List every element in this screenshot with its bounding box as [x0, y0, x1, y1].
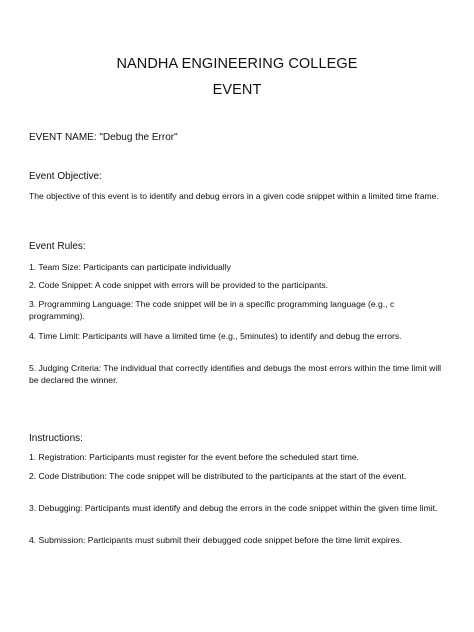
instructions-heading: Instructions: [29, 433, 83, 444]
instruction-item: 4. Submission: Participants must submit their debugged code snippet before the time limit expires. [29, 535, 403, 545]
objective-heading: Event Objective: [29, 171, 102, 182]
instruction-item: 1. Registration: Participants must register for the event before the scheduled start time. [29, 452, 360, 462]
rule-item: 4. Time Limit: Participants will have a limited time (e.g., 5minutes) to identify and debug the errors. [29, 331, 402, 341]
event-name: EVENT NAME: "Debug the Error" [29, 132, 178, 143]
college-title: NANDHA ENGINEERING COLLEGE [116, 56, 358, 72]
rule-item: 1. Team Size: Participants can participate individually [29, 262, 231, 272]
instruction-item: 3. Debugging: Participants must identify and debug the errors in the code snippet within the given time limit. [29, 503, 438, 513]
objective-text: The objective of this event is to identify and debug errors in a given code snippet within a limited time frame. [29, 191, 439, 201]
rule-item: 3. Programming Language: The code snippet will be in a specific programming language (e.g., c programming). [29, 299, 395, 321]
rule-item: 2. Code Snippet: A code snippet with errors will be provided to the participants. [29, 280, 329, 290]
rules-heading: Event Rules: [29, 241, 86, 252]
instruction-item: 2. Code Distribution: The code snippet will be distributed to the participants at the start of the event. [29, 471, 407, 481]
rule-item: 5. Judging Criteria: The individual that correctly identifies and debugs the most errors within the time limit will be declared the winner. [29, 363, 442, 385]
event-title: EVENT [212, 82, 262, 98]
